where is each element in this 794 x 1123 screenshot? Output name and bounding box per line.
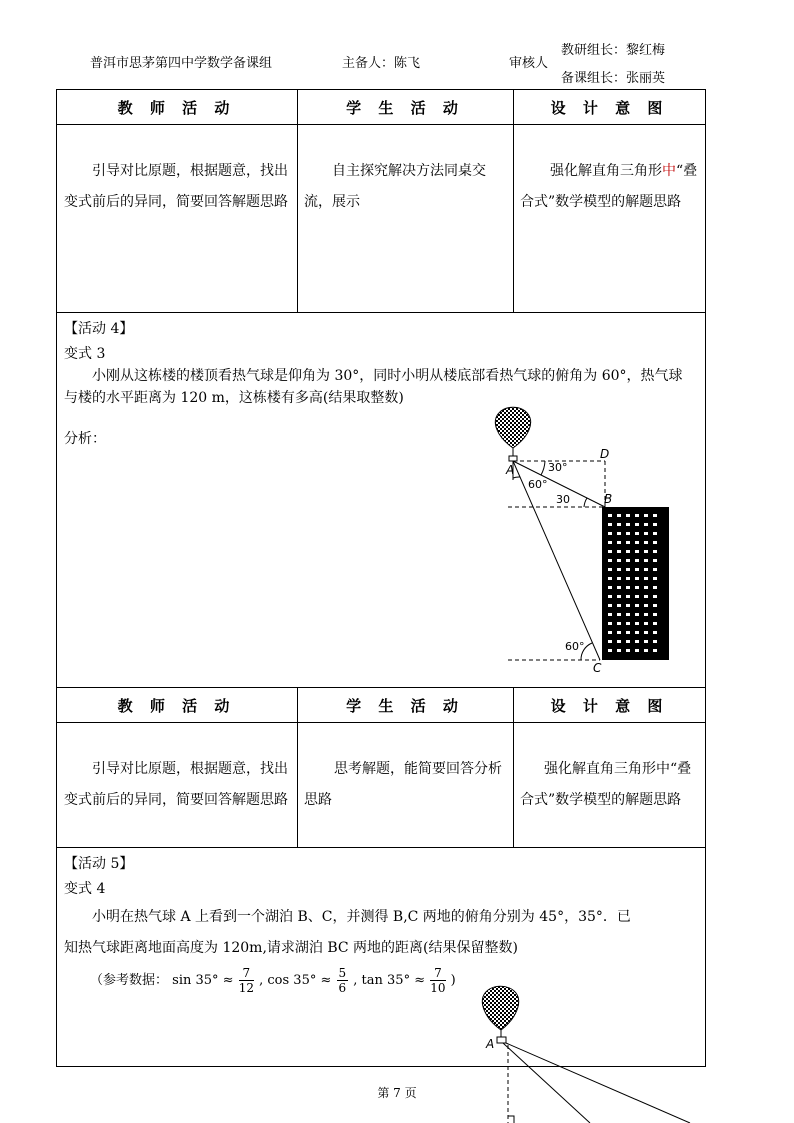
activity5-variant: 变式 4	[64, 881, 106, 897]
building-window	[608, 568, 612, 571]
header-teacher: 教 师 活 动	[117, 697, 236, 715]
building-window	[608, 541, 612, 544]
student-activity: 自主探究解决方法同桌交流，展示	[304, 163, 486, 210]
design-text: 强化解直角三角形	[550, 163, 662, 179]
building-window	[635, 613, 639, 616]
angle-label: 30	[556, 493, 570, 506]
angle-label: 30°	[548, 461, 568, 474]
numerator: 7	[430, 966, 445, 981]
building-window	[644, 550, 648, 553]
building-window	[608, 622, 612, 625]
design-intent: 强化解直角三角形中“叠合式”数学模型的解题思路	[520, 761, 692, 808]
building-window	[653, 559, 657, 562]
denominator: 12	[238, 981, 254, 995]
building-window	[644, 514, 648, 517]
building-window	[635, 514, 639, 517]
reviewer: 审核人	[509, 56, 549, 71]
line-ac	[513, 461, 600, 660]
balloon-basket	[509, 456, 517, 461]
building-window	[635, 586, 639, 589]
line-ac	[506, 1043, 690, 1123]
building-window	[617, 577, 621, 580]
building-window	[608, 523, 612, 526]
building-window	[608, 514, 612, 517]
building-window	[644, 604, 648, 607]
point-label: D	[600, 447, 610, 461]
denominator: 10	[430, 981, 446, 995]
angle-arc	[513, 477, 520, 478]
sin-lhs: sin 35° ≈	[172, 973, 234, 988]
building-window	[608, 649, 612, 652]
balloon-icon	[495, 407, 530, 448]
line-ab	[503, 1043, 590, 1123]
design-highlight: 中	[662, 163, 676, 179]
building-window	[617, 640, 621, 643]
building-window	[644, 532, 648, 535]
ref-close: )	[450, 973, 456, 988]
building-window	[626, 577, 630, 580]
preparer: 主备人：陈飞	[342, 56, 421, 71]
building-window	[635, 622, 639, 625]
building-window	[653, 532, 657, 535]
building-window	[617, 631, 621, 634]
building-window	[635, 523, 639, 526]
building-window	[653, 631, 657, 634]
header-teacher: 教 师 活 动	[117, 99, 236, 117]
header-design: 设 计 意 图	[550, 99, 669, 117]
angle-arc	[584, 498, 587, 507]
building-window	[653, 550, 657, 553]
building-window	[644, 586, 648, 589]
sin-fraction	[239, 966, 254, 995]
building-window	[617, 604, 621, 607]
right-angle-mark	[508, 1116, 514, 1123]
cos-lhs: , cos 35° ≈	[259, 973, 332, 988]
building-window	[635, 640, 639, 643]
activity4-variant: 变式 3	[64, 346, 106, 362]
numerator: 5	[338, 966, 347, 980]
building-window	[617, 541, 621, 544]
building-window	[626, 613, 630, 616]
school-name: 普洱市思茅第四中学数学备课组	[90, 56, 273, 71]
building-window	[608, 577, 612, 580]
building-window	[644, 631, 648, 634]
building-window	[617, 568, 621, 571]
page-number: 第 7 页	[377, 1086, 417, 1100]
building-window	[608, 640, 612, 643]
teacher-activity: 引导对比原题，根据题意，找出变式前后的异同，简要回答解题思路	[64, 761, 288, 808]
building-window	[626, 586, 630, 589]
building-window	[626, 514, 630, 517]
point-label: B	[604, 492, 613, 506]
research-leader: 教研组长：黎红梅	[561, 43, 666, 58]
building-window	[626, 604, 630, 607]
building-window	[653, 568, 657, 571]
tan-lhs: , tan 35° ≈	[353, 973, 426, 988]
building-window	[635, 649, 639, 652]
building-window	[653, 640, 657, 643]
activity5-title: 【活动 5】	[64, 856, 134, 872]
building-window	[653, 595, 657, 598]
building-window	[635, 541, 639, 544]
numerator: 7	[239, 966, 254, 981]
prep-leader: 备课组长：张丽英	[561, 71, 666, 86]
student-activity: 思考解题，能简要回答分析思路	[304, 761, 502, 808]
building-window	[608, 550, 612, 553]
balloon-icon	[482, 986, 518, 1030]
teacher-activity: 引导对比原题，根据题意，找出变式前后的异同，简要回答解题思路	[64, 163, 288, 210]
angle-arc	[541, 461, 545, 475]
building-window	[626, 541, 630, 544]
activity5-problem-line1: 小明在热气球 A 上看到一个湖泊 B、C，并测得 B,C 两地的俯角分别为 45°，35°．已	[92, 909, 631, 925]
building-window	[635, 550, 639, 553]
building-window	[608, 631, 612, 634]
building-window	[644, 613, 648, 616]
building-window	[626, 568, 630, 571]
building-window	[617, 586, 621, 589]
building-window	[626, 595, 630, 598]
building-window	[644, 649, 648, 652]
building-window	[626, 631, 630, 634]
building-window	[644, 541, 648, 544]
reference-data	[90, 966, 456, 995]
point-label: C	[593, 661, 602, 675]
building-window	[635, 595, 639, 598]
building-window	[644, 595, 648, 598]
building-window	[608, 604, 612, 607]
ref-label: （参考数据：	[90, 973, 169, 988]
building-window	[617, 559, 621, 562]
building-window	[644, 577, 648, 580]
building-window	[608, 559, 612, 562]
building-window	[617, 595, 621, 598]
building-window	[653, 622, 657, 625]
building-window	[626, 559, 630, 562]
building-window	[617, 649, 621, 652]
denominator: 6	[338, 981, 347, 995]
header-design: 设 计 意 图	[550, 697, 669, 715]
building-window	[626, 649, 630, 652]
balloon-basket	[497, 1037, 506, 1043]
building-window	[653, 523, 657, 526]
building-window	[644, 568, 648, 571]
building-window	[635, 577, 639, 580]
building-window	[653, 649, 657, 652]
activity5-problem-line2: 知热气球距离地面高度为 120m,请求湖泊 BC 两地的距离(结果保留整数)	[64, 940, 518, 956]
building-window	[626, 532, 630, 535]
building-window	[644, 622, 648, 625]
building-window	[608, 613, 612, 616]
building-window	[608, 595, 612, 598]
cos-fraction	[337, 966, 349, 995]
angle-label: 60°	[565, 640, 585, 653]
building-window	[617, 514, 621, 517]
building-window	[617, 613, 621, 616]
building-window	[653, 541, 657, 544]
building-window	[635, 568, 639, 571]
building-window	[626, 523, 630, 526]
building-window	[653, 604, 657, 607]
building-window	[617, 550, 621, 553]
building-window	[608, 586, 612, 589]
building-window	[635, 631, 639, 634]
building-window	[653, 577, 657, 580]
analysis-label: 分析：	[64, 431, 106, 447]
header-student: 学 生 活 动	[346, 697, 464, 715]
design-text: “叠合式”数学模型的解题思路	[520, 163, 698, 210]
point-label: A	[486, 1037, 495, 1051]
activity4-title: 【活动 4】	[64, 321, 134, 337]
tan-fraction	[430, 966, 445, 995]
building-window	[626, 640, 630, 643]
header-student: 学 生 活 动	[346, 99, 464, 117]
building-window	[635, 559, 639, 562]
point-label: A	[506, 463, 515, 477]
building-window	[644, 523, 648, 526]
building-window	[617, 622, 621, 625]
building-window	[626, 550, 630, 553]
building-window	[644, 559, 648, 562]
building-window	[617, 523, 621, 526]
building-window	[635, 532, 639, 535]
building	[602, 507, 669, 660]
angle-label: 60°	[528, 478, 548, 491]
activity4-problem: 小刚从这栋楼的楼顶看热气球是仰角为 30°，同时小明从楼底部看热气球的俯角为 60°，热气球与楼的水平距离为 120 m，这栋楼有多高(结果取整数)	[64, 368, 683, 406]
building-window	[608, 532, 612, 535]
building-window	[626, 622, 630, 625]
building-window	[644, 640, 648, 643]
building-window	[653, 613, 657, 616]
building-window	[635, 604, 639, 607]
building-window	[653, 514, 657, 517]
building-window	[617, 532, 621, 535]
building-window	[653, 586, 657, 589]
